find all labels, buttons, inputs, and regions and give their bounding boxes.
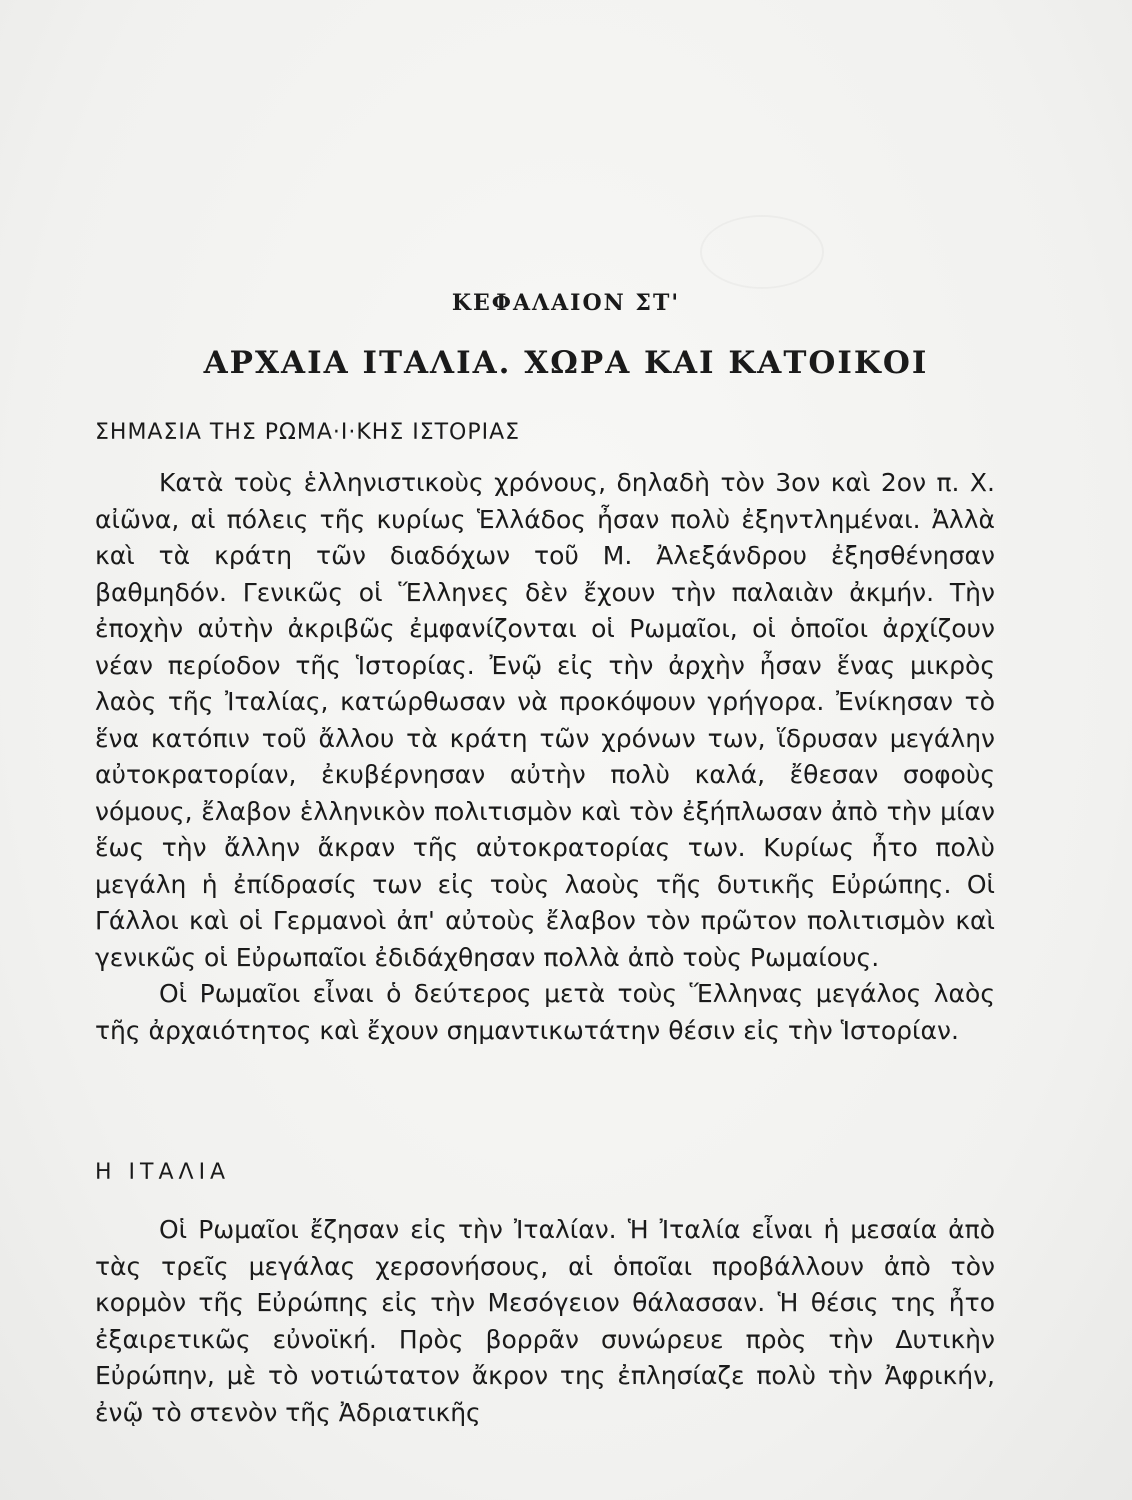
paragraph: Κατὰ τοὺς ἑλληνιστικοὺς χρόνους, δηλαδὴ τὸν 3ον καὶ 2ον π. Χ. αἰῶνα, αἱ πόλεις τῆς κυρίως Ἑλλάδος ἦσαν πολὺ ἐξηντλημέναι. Ἀλλὰ καὶ τὰ κράτη τῶν διαδόχων τοῦ Μ. Ἀλεξάνδρου ἐξησθένησαν βαθμηδόν. Γενικῶς οἱ Ἕλληνες δὲν ἔχουν τὴν παλαιὰν ἀκμήν. Τὴν ἐποχὴν αὐτὴν ἀκριβῶς ἐμφανίζονται οἱ Ρωμαῖοι, οἱ ὁποῖοι ἀρχίζουν νέαν περίοδον τῆς Ἱστορίας. Ἐνῷ εἰς τὴν ἀρχὴν ἦσαν ἕνας μικρὸς λαὸς τῆς Ἰταλίας, κατώρθωσαν νὰ προκόψουν γρήγορα. Ἐνίκησαν τὸ ἕνα κατόπιν τοῦ ἄλλου τὰ κράτη τῶν χρόνων των, ἵδρυσαν μεγάλην αὐτοκρατορίαν, ἐκυβέρνησαν αὐτὴν πολὺ καλά, ἔθεσαν σοφοὺς νόμους, ἔλαβον ἑλληνικὸν πολιτισμὸν καὶ τὸν ἐξήπλωσαν ἀπὸ τὴν μίαν ἕως τὴν ἄλλην ἄκραν τῆς αὐτοκρατορίας των. Κυρίως ἦτο πολὺ μεγάλη ἡ ἐπίδρασίς των εἰς τοὺς λαοὺς τῆς δυτικῆς Εὐρώπης. Οἱ Γάλλοι καὶ οἱ Γερμανοὶ ἀπ' αὐτοὺς ἔλαβον τὸν πρῶτον πολιτισμὸν καὶ γενικῶς οἱ Εὐρωπαῖοι ἐδιδάχθησαν πολλὰ ἀπὸ τοὺς Ρωμαίους. <box>95 468 995 972</box>
section-body-italy <box>95 1212 995 1431</box>
paragraph: Οἱ Ρωμαῖοι ἔζησαν εἰς τὴν Ἰταλίαν. Ἡ Ἰταλία εἶναι ἡ μεσαία ἀπὸ τὰς τρεῖς μεγάλας χερσονήσους, αἱ ὁποῖαι προβάλλουν ἀπὸ τὸν κορμὸν τῆς Εὐρώπης εἰς τὴν Μεσόγειον θάλασσαν. Ἡ θέσις της ἦτο ἐξαιρετικῶς εὐνοϊκή. Πρὸς βορρᾶν συνώρευε πρὸς τὴν Δυτικὴν Εὐρώπην, μὲ τὸ νοτιώτατον ἄκρον της ἐπλησίαζε πολὺ τὴν Ἀφρικήν, ἐνῷ τὸ στενὸν τῆς Ἀδριατικῆς <box>95 1215 995 1427</box>
paragraph: Οἱ Ρωμαῖοι εἶναι ὁ δεύτερος μετὰ τοὺς Ἕλληνας μεγάλος λαὸς τῆς ἀρχαιότητος καὶ ἔχουν σημαντικωτάτην θέσιν εἰς τὴν Ἱστορίαν. <box>95 979 995 1045</box>
chapter-title: ΑΡΧΑΙΑ ΙΤΑΛΙΑ. ΧΩΡΑ ΚΑΙ ΚΑΤΟΙΚΟΙ <box>203 345 929 381</box>
faded-stamp-mark <box>700 215 824 289</box>
section-heading-significance: ΣΗΜΑΣΙΑ ΤΗΣ ΡΩΜΑ·Ι·ΚΗΣ ΙΣΤΟΡΙΑΣ <box>95 420 521 445</box>
chapter-label: ΚΕΦΑΛΑΙΟΝ ΣΤ' <box>451 290 681 316</box>
section-heading-italy: Η ΙΤΑΛΙΑ <box>95 1160 231 1185</box>
section-body-significance <box>95 465 995 1049</box>
